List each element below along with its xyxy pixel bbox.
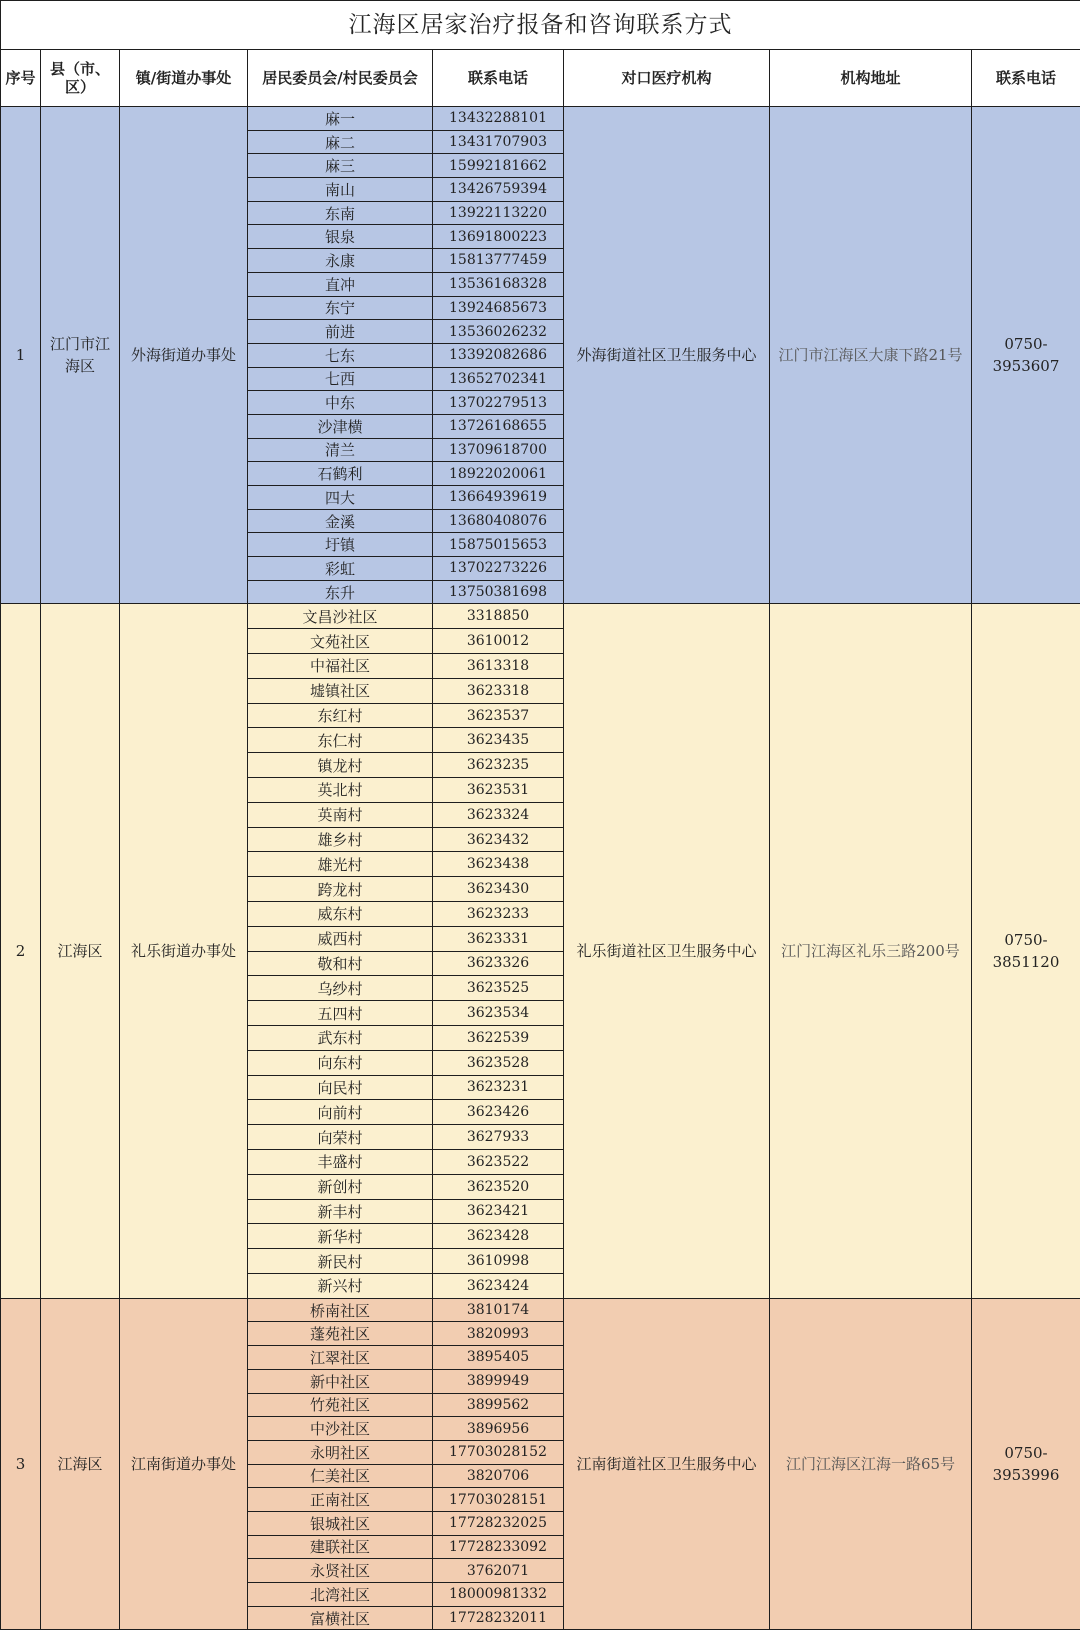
phone-cell: 13664939619 [433,486,564,510]
committee-cell: 清兰 [248,438,433,462]
medical-cell: 江南街道社区卫生服务中心 [564,1298,770,1630]
committee-cell: 乌纱村 [248,976,433,1001]
committee-cell: 东南 [248,201,433,225]
phone-cell: 13432288101 [433,107,564,131]
phone-cell: 18922020061 [433,462,564,486]
phone-cell: 17728233092 [433,1535,564,1559]
phone-cell: 17703028152 [433,1440,564,1464]
phone-cell: 3899949 [433,1369,564,1393]
seq-cell: 3 [1,1298,41,1630]
phone-cell: 3623438 [433,852,564,877]
phone-cell: 3623435 [433,728,564,753]
phone-cell: 3623426 [433,1100,564,1125]
committee-cell: 麻三 [248,154,433,178]
phone-cell: 3623231 [433,1075,564,1100]
org-phone-cell: 0750-3851120 [972,604,1080,1298]
phone-cell: 3318850 [433,604,564,629]
phone-cell: 13750381698 [433,580,564,604]
committee-cell: 七东 [248,343,433,367]
committee-cell: 向东村 [248,1050,433,1075]
committee-cell: 中东 [248,391,433,415]
header-org-phone: 联系电话 [972,50,1080,107]
committee-cell: 石鹤利 [248,462,433,486]
committee-cell: 永贤社区 [248,1559,433,1583]
medical-cell: 外海街道社区卫生服务中心 [564,107,770,604]
phone-cell: 15813777459 [433,249,564,273]
phone-cell: 13702279513 [433,391,564,415]
phone-cell: 13536168328 [433,272,564,296]
phone-cell: 3623324 [433,802,564,827]
header-town: 镇/街道办事处 [120,50,248,107]
phone-cell: 3623525 [433,976,564,1001]
committee-cell: 向民村 [248,1075,433,1100]
phone-cell: 3623326 [433,951,564,976]
committee-cell: 中沙社区 [248,1417,433,1441]
seq-cell: 1 [1,107,41,604]
phone-cell: 13726168655 [433,414,564,438]
committee-cell: 英北村 [248,778,433,803]
address-cell: 江门江海区江海一路65号 [770,1298,972,1630]
header-seq: 序号 [1,50,41,107]
table-row [1,1298,1080,1322]
committee-cell: 新华村 [248,1224,433,1249]
phone-cell: 3623537 [433,703,564,728]
committee-cell: 建联社区 [248,1535,433,1559]
committee-cell: 东升 [248,580,433,604]
committee-cell: 东红村 [248,703,433,728]
committee-cell: 新中社区 [248,1369,433,1393]
medical-cell: 礼乐街道社区卫生服务中心 [564,604,770,1298]
committee-cell: 威西村 [248,926,433,951]
phone-cell: 3610012 [433,629,564,654]
phone-cell: 13536026232 [433,320,564,344]
committee-cell: 墟镇社区 [248,678,433,703]
phone-cell: 3820993 [433,1322,564,1346]
town-cell: 外海街道办事处 [120,107,248,604]
committee-cell: 四大 [248,486,433,510]
header-row [1,50,1080,107]
phone-cell: 13702273226 [433,557,564,581]
committee-cell: 文昌沙社区 [248,604,433,629]
committee-cell: 敬和村 [248,951,433,976]
phone-cell: 15992181662 [433,154,564,178]
phone-cell: 3623520 [433,1174,564,1199]
committee-cell: 银泉 [248,225,433,249]
committee-cell: 桥南社区 [248,1298,433,1322]
header-committee: 居民委员会/村民委员会 [248,50,433,107]
phone-cell: 3623534 [433,1001,564,1026]
phone-cell: 3627933 [433,1125,564,1150]
phone-cell: 3610998 [433,1249,564,1274]
phone-cell: 3623233 [433,902,564,927]
phone-cell: 13431707903 [433,130,564,154]
phone-cell: 3623318 [433,678,564,703]
phone-cell: 13392082686 [433,343,564,367]
committee-cell: 新创村 [248,1174,433,1199]
phone-cell: 17728232011 [433,1606,564,1630]
phone-cell: 3623528 [433,1050,564,1075]
committee-cell: 蓬苑社区 [248,1322,433,1346]
phone-cell: 13652702341 [433,367,564,391]
phone-cell: 3895405 [433,1346,564,1370]
committee-cell: 银城社区 [248,1511,433,1535]
phone-cell: 13426759394 [433,178,564,202]
committee-cell: 雄光村 [248,852,433,877]
phone-cell: 3899562 [433,1393,564,1417]
committee-cell: 跨龙村 [248,877,433,902]
committee-cell: 竹苑社区 [248,1393,433,1417]
committee-cell: 中福社区 [248,654,433,679]
county-cell: 江海区 [41,1298,120,1630]
phone-cell: 3623235 [433,753,564,778]
committee-cell: 正南社区 [248,1488,433,1512]
committee-cell: 向荣村 [248,1125,433,1150]
committee-cell: 直冲 [248,272,433,296]
committee-cell: 富横社区 [248,1606,433,1630]
committee-cell: 雄乡村 [248,827,433,852]
committee-cell: 镇龙村 [248,753,433,778]
phone-cell: 3622539 [433,1025,564,1050]
county-cell: 江海区 [41,604,120,1298]
phone-cell: 13922113220 [433,201,564,225]
org-phone-cell: 0750-3953607 [972,107,1080,604]
header-county: 县（市、区） [41,50,120,107]
committee-cell: 南山 [248,178,433,202]
committee-cell: 新民村 [248,1249,433,1274]
committee-cell: 前进 [248,320,433,344]
committee-cell: 英南村 [248,802,433,827]
table-body [1,107,1080,1630]
committee-cell: 仁美社区 [248,1464,433,1488]
phone-cell: 3896956 [433,1417,564,1441]
phone-cell: 3623430 [433,877,564,902]
phone-cell: 13680408076 [433,509,564,533]
phone-cell: 3623522 [433,1149,564,1174]
phone-cell: 17703028151 [433,1488,564,1512]
header-address: 机构地址 [770,50,972,107]
committee-cell: 五四村 [248,1001,433,1026]
committee-cell: 文苑社区 [248,629,433,654]
phone-cell: 3623531 [433,778,564,803]
committee-cell: 东仁村 [248,728,433,753]
header-phone: 联系电话 [433,50,564,107]
table-row [1,107,1080,131]
phone-cell: 3623424 [433,1273,564,1298]
phone-cell: 3820706 [433,1464,564,1488]
committee-cell: 新兴村 [248,1273,433,1298]
phone-cell: 13691800223 [433,225,564,249]
phone-cell: 3762071 [433,1559,564,1583]
org-phone-cell: 0750-3953996 [972,1298,1080,1630]
committee-cell: 七西 [248,367,433,391]
committee-cell: 丰盛村 [248,1149,433,1174]
committee-cell: 永明社区 [248,1440,433,1464]
address-cell: 江门江海区礼乐三路200号 [770,604,972,1298]
committee-cell: 东宁 [248,296,433,320]
phone-cell: 17728232025 [433,1511,564,1535]
committee-cell: 武东村 [248,1025,433,1050]
phone-cell: 3623428 [433,1224,564,1249]
committee-cell: 金溪 [248,509,433,533]
committee-cell: 威东村 [248,902,433,927]
phone-cell: 13924685673 [433,296,564,320]
phone-cell: 3810174 [433,1298,564,1322]
seq-cell: 2 [1,604,41,1298]
phone-cell: 3623421 [433,1199,564,1224]
committee-cell: 江翠社区 [248,1346,433,1370]
phone-cell: 3623331 [433,926,564,951]
committee-cell: 北湾社区 [248,1583,433,1607]
town-cell: 礼乐街道办事处 [120,604,248,1298]
address-cell: 江门市江海区大康下路21号 [770,107,972,604]
phone-cell: 3623432 [433,827,564,852]
phone-cell: 13709618700 [433,438,564,462]
page-title: 江海区居家治疗报备和咨询联系方式 [1,1,1080,50]
header-medical: 对口医疗机构 [564,50,770,107]
phone-cell: 3613318 [433,654,564,679]
committee-cell: 麻一 [248,107,433,131]
committee-cell: 麻二 [248,130,433,154]
committee-cell: 永康 [248,249,433,273]
phone-cell: 18000981332 [433,1583,564,1607]
phone-cell: 15875015653 [433,533,564,557]
committee-cell: 圩镇 [248,533,433,557]
town-cell: 江南街道办事处 [120,1298,248,1630]
table-row [1,604,1080,629]
committee-cell: 沙津横 [248,414,433,438]
committee-cell: 彩虹 [248,557,433,581]
committee-cell: 新丰村 [248,1199,433,1224]
committee-cell: 向前村 [248,1100,433,1125]
county-cell: 江门市江海区 [41,107,120,604]
